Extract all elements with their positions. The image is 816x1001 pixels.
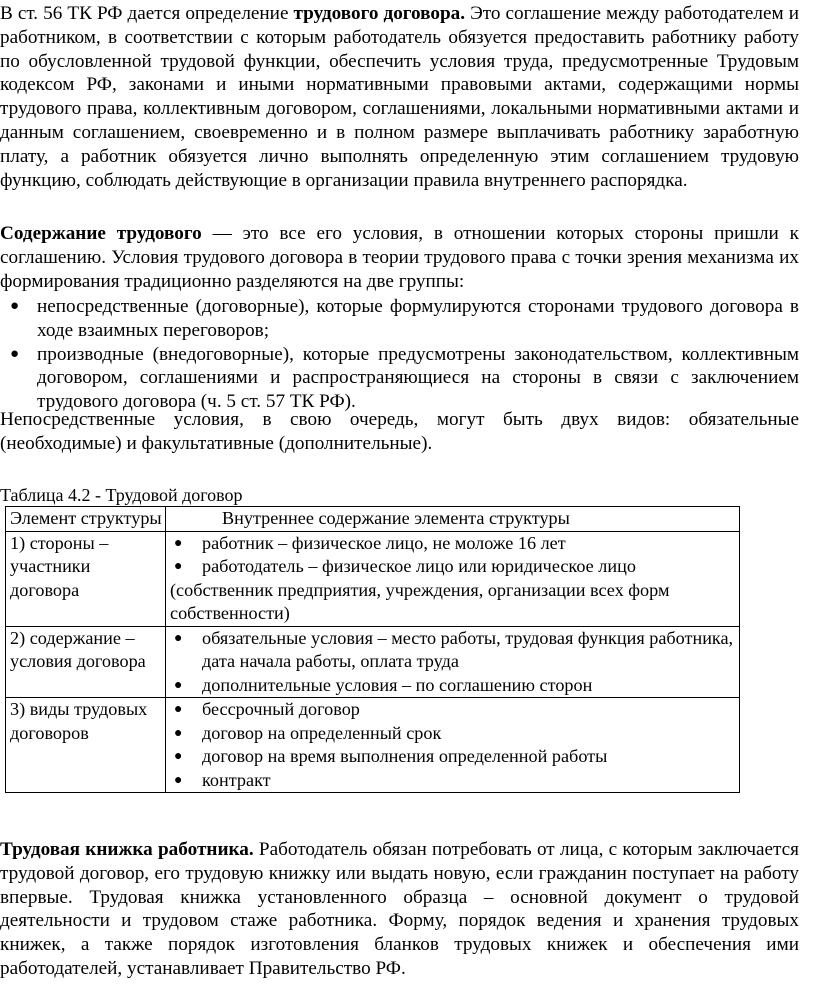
bullet-icon: ● <box>174 702 183 717</box>
paragraph-text: — это все его условия, в отношении которых стороны пришли к соглашению. Условия трудового договора в теории трудового права с точки зрения механизма их формирования традиционно разделяются на две группы: <box>0 223 799 292</box>
list-item-text: бессрочный договор <box>202 699 360 719</box>
list-item <box>170 532 737 556</box>
bold-term: трудового договора. <box>293 3 466 24</box>
bullet-icon: ● <box>174 772 183 788</box>
table-header-row <box>6 507 740 532</box>
labor-contract-table <box>5 506 740 793</box>
list-item <box>170 698 737 722</box>
list-item <box>170 674 737 698</box>
paragraph-workbook <box>0 838 799 981</box>
list-item-text: договор на время выполнения определенной работы <box>202 746 608 766</box>
list-item-text: работник – физическое лицо, не моложе 16 лет <box>202 532 566 553</box>
list-item-text: непосредственные (договорные), которые формулируются сторонами трудового договора в ходе взаимных переговоров; <box>37 296 799 341</box>
conditions-groups-list <box>0 295 799 414</box>
bullet-icon: ● <box>174 559 183 574</box>
paragraph-text: Работодатель обязан потребовать от лица, с которым заключается трудовой договор, его трудовую книжку или выдать новую, если гражданин поступает на работу впервые. Трудовая книжка установленного образца – основной документ о трудовой деятельности и трудовом стаже работника. Форму, порядок ведения и хранения трудовых книжек, а также порядок изготовления бланков трудовых книжек и обеспечения ими работодателей, устанавливает Правительство РФ. <box>0 839 799 979</box>
list-item <box>0 343 799 414</box>
paragraph-text: Это соглашение между работодателем и работником, в соответствии с которым работодатель обязуется предоставить работнику работу по обусловленной трудовой функции, обеспечить условия труда, предусмотренные Трудовым кодексом РФ, законами и иными нормативными правовыми актами, содержащими нормы трудового права, коллективным договором, соглашениями, локальными нормативными актами и данным соглашением, своевременно и в полном размере выплачивать работнику заработную плату, а работник обязуется лично выполнять определенную этим соглашением трудовую функцию, соблюдать действующие в организации правила внутреннего распорядка. <box>0 3 799 191</box>
bullet-icon: ● <box>174 749 183 764</box>
list-item <box>170 769 737 793</box>
content-list <box>170 627 737 698</box>
table-cell-element: 1) стороны – участники договора <box>6 531 166 626</box>
bold-term: Трудовая книжка работника. <box>0 839 254 860</box>
list-item <box>170 745 737 769</box>
list-item-text: работодатель – физическое лицо или юридическое лицо <box>202 556 636 576</box>
table-cell-content <box>166 698 740 793</box>
paragraph-text: В ст. 56 ТК РФ дается определение <box>0 3 294 24</box>
bullet-icon: ● <box>174 677 183 693</box>
table-cell-element: 3) виды трудовых договоров <box>6 698 166 793</box>
header-text: Внутреннее содержание элемента структуры <box>222 508 570 528</box>
bold-term: Содержание трудового <box>0 223 202 244</box>
list-item <box>170 627 737 674</box>
paragraph-definition <box>0 2 799 192</box>
list-item-text: производные (внедоговорные), которые предусмотрены законодательством, коллективным договором, соглашениями и распространяющиеся на стороны в связи с заключением трудового договора (ч. 5 ст. 57 ТК РФ). <box>37 343 799 413</box>
list-item <box>170 722 737 746</box>
paragraph-direct-conditions: Непосредственные условия, в свою очередь, могут быть двух видов: обязательные (необходимые) и факультативные (дополнительные). <box>0 409 799 454</box>
list-item <box>170 555 737 579</box>
list-item-text: обязательные условия – место работы, трудовая функция работника, дата начала работы, оплата труда <box>202 627 734 671</box>
table-cell-content <box>166 626 740 698</box>
bullet-icon: ● <box>174 630 183 646</box>
list-item-text: договор на определенный срок <box>202 722 442 743</box>
table-row <box>6 698 740 793</box>
bullet-icon: ● <box>10 298 20 314</box>
table-row <box>6 626 740 698</box>
table-row <box>6 531 740 626</box>
table-header-cell <box>166 507 740 532</box>
bullet-icon: ● <box>174 535 183 551</box>
table-cell-element: 2) содержание – условия договора <box>6 626 166 698</box>
content-list <box>170 698 737 792</box>
table-caption: Таблица 4.2 - Трудовой договор <box>0 485 243 505</box>
list-item-text: дополнительные условия – по соглашению сторон <box>202 674 593 695</box>
content-list <box>170 532 737 579</box>
bullet-icon: ● <box>10 345 20 362</box>
list-item-text: контракт <box>202 769 271 790</box>
table-header-cell: Элемент структуры <box>6 507 166 532</box>
paragraph-content <box>0 222 799 293</box>
bullet-icon: ● <box>174 725 183 741</box>
table-cell-content <box>166 531 740 626</box>
continuation-text: (собственник предприятия, учреждения, организации всех форм собственности) <box>170 579 670 623</box>
list-item <box>0 295 799 343</box>
